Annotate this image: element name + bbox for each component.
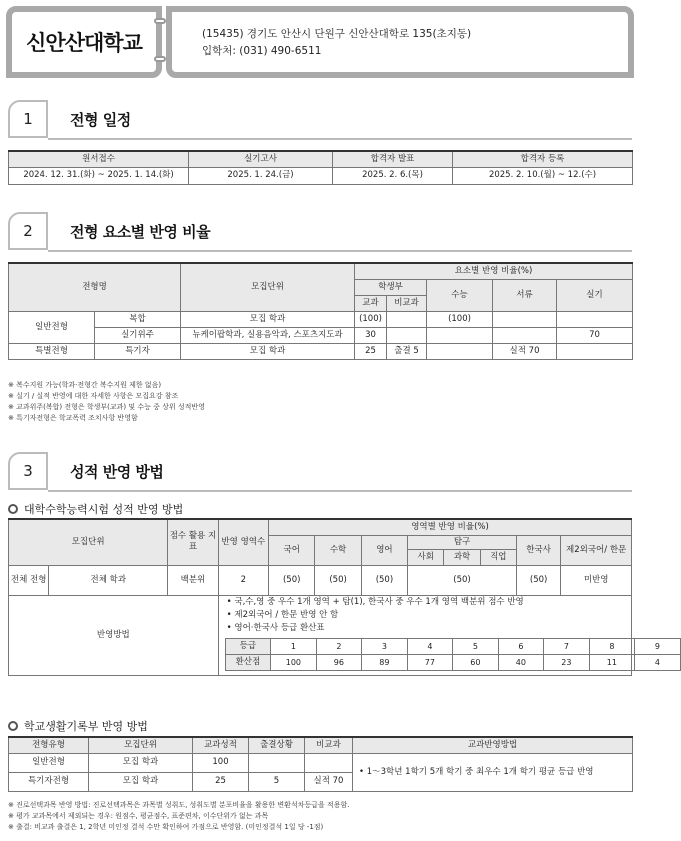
record-header: 출결상황 bbox=[249, 737, 305, 753]
method-bullet: • 영어·한국사 등급 환산표 bbox=[226, 622, 325, 633]
record-header: 전형유형 bbox=[9, 737, 89, 753]
record-method: • 1～3학년 1학기 5개 학기 중 최우수 1개 학기 평균 등급 반영 bbox=[353, 753, 633, 791]
csat-index: 백분위 bbox=[168, 565, 218, 595]
ratio-unit: 뉴케이팝학과, 실용음악과, 스포츠지도과 bbox=[181, 327, 355, 343]
ratio-sat bbox=[427, 343, 493, 359]
ratio-sat: (100) bbox=[427, 311, 493, 327]
section-title: 전형 요소별 반영 비율 bbox=[70, 223, 211, 241]
ratio-nonsubject: 출결 5 bbox=[387, 343, 427, 359]
header-science: 과학 bbox=[444, 549, 480, 565]
ratio-practical bbox=[557, 343, 633, 359]
section-number: 1 bbox=[8, 100, 48, 138]
header-practical: 실기 bbox=[557, 279, 633, 311]
header-sat: 수능 bbox=[427, 279, 493, 311]
record-header: 교과반영방법 bbox=[353, 737, 633, 753]
ratio-group: 일반전형 bbox=[9, 311, 95, 343]
note: ※ 특기자전형은 학교폭력 조치사항 반영함 bbox=[8, 414, 138, 422]
header-unit: 모집단위 bbox=[181, 263, 355, 311]
score: 11 bbox=[589, 654, 635, 670]
header-math: 수학 bbox=[315, 535, 361, 565]
section-score bbox=[8, 452, 632, 492]
schedule-header: 원서접수 bbox=[9, 151, 189, 167]
record-nonsubject: 실적 70 bbox=[305, 772, 353, 791]
score: 40 bbox=[498, 654, 544, 670]
ratio-subject: 25 bbox=[355, 343, 387, 359]
method-label: 반영방법 bbox=[9, 595, 219, 675]
school-logo-box bbox=[6, 6, 162, 78]
header-count: 반영 영역수 bbox=[218, 519, 268, 565]
csat-table bbox=[8, 518, 660, 676]
section-number: 2 bbox=[8, 212, 48, 250]
ratio-subject: 30 bbox=[355, 327, 387, 343]
csat-unit: 전체 학과 bbox=[49, 565, 168, 595]
score: 100 bbox=[271, 654, 317, 670]
ratio-type: 복합 bbox=[95, 311, 181, 327]
record-attend: 5 bbox=[249, 772, 305, 791]
record-unit: 모집 학과 bbox=[89, 753, 193, 772]
record-notes bbox=[8, 800, 349, 833]
record-unit: 모집 학과 bbox=[89, 772, 193, 791]
note: ※ 실기 / 실적 반영에 대한 자세한 사항은 모집요강 참조 bbox=[8, 392, 179, 400]
section-schedule bbox=[8, 100, 632, 140]
schedule-value: 2025. 2. 10.(월) ~ 12.(수) bbox=[453, 167, 633, 184]
header-ratio: 요소별 반영 비율(%) bbox=[355, 263, 633, 279]
header-area: 영역별 반영 비율(%) bbox=[269, 519, 632, 535]
ratio-docs bbox=[493, 327, 557, 343]
grade-conversion-table bbox=[225, 638, 681, 671]
method-bullet: • 제2외국어 / 한문 반영 안 함 bbox=[226, 609, 339, 620]
ratio-practical bbox=[557, 311, 633, 327]
header-nonsubject: 비교과 bbox=[387, 295, 427, 311]
header-unit: 모집단위 bbox=[9, 519, 168, 565]
header-job: 직업 bbox=[480, 549, 516, 565]
ratio-docs bbox=[493, 311, 557, 327]
csat-subtitle: 대학수학능력시험 성적 반영 방법 bbox=[24, 503, 184, 516]
header-docs: 서류 bbox=[493, 279, 557, 311]
phone: 입학처: (031) 490-6511 bbox=[202, 45, 322, 57]
csat-english: (50) bbox=[361, 565, 407, 595]
score: 4 bbox=[635, 654, 681, 670]
divider bbox=[48, 250, 632, 252]
ratio-subject: (100) bbox=[355, 311, 387, 327]
schedule-header: 합격자 발표 bbox=[333, 151, 453, 167]
note: ※ 평가 교과목에서 제외되는 경우: 원점수, 평균점수, 표준편차, 이수단위가 없는 과목 bbox=[8, 812, 269, 820]
csat-inquiry: (50) bbox=[408, 565, 517, 595]
grade: 4 bbox=[407, 638, 453, 654]
section-number: 3 bbox=[8, 452, 48, 490]
method-content bbox=[218, 595, 660, 675]
header-record: 학생부 bbox=[355, 279, 427, 295]
binder-ring-icon bbox=[154, 18, 166, 24]
score: 89 bbox=[362, 654, 408, 670]
csat-second-language: 미반영 bbox=[561, 565, 632, 595]
record-subtitle: 학교생활기록부 반영 방법 bbox=[24, 720, 148, 733]
ratio-nonsubject bbox=[387, 327, 427, 343]
note: ※ 교과위주(복합) 전형은 학생부(교과) 및 수능 중 상위 성적반영 bbox=[8, 403, 205, 411]
ratio-sat bbox=[427, 327, 493, 343]
grade: 3 bbox=[362, 638, 408, 654]
school-name: 신안산대학교 bbox=[26, 31, 142, 55]
ratio-notes bbox=[8, 380, 205, 424]
divider bbox=[48, 138, 632, 140]
schedule-value: 2025. 2. 6.(목) bbox=[333, 167, 453, 184]
record-subheading bbox=[8, 718, 148, 734]
section-ratio bbox=[8, 212, 632, 252]
ratio-unit: 모집 학과 bbox=[181, 311, 355, 327]
ratio-docs: 실적 70 bbox=[493, 343, 557, 359]
binder-ring-icon bbox=[154, 56, 166, 62]
header-index: 점수 활용 지표 bbox=[168, 519, 218, 565]
grade: 7 bbox=[544, 638, 590, 654]
schedule-value: 2024. 12. 31.(화) ~ 2025. 1. 14.(화) bbox=[9, 167, 189, 184]
ratio-table bbox=[8, 262, 633, 360]
record-type: 특기자전형 bbox=[9, 772, 89, 791]
record-type: 일반전형 bbox=[9, 753, 89, 772]
grade: 1 bbox=[271, 638, 317, 654]
grade-label: 등급 bbox=[225, 638, 271, 654]
contact-info bbox=[166, 6, 634, 78]
ratio-unit: 모집 학과 bbox=[181, 343, 355, 359]
score: 23 bbox=[544, 654, 590, 670]
ratio-group: 특별전형 bbox=[9, 343, 95, 359]
score: 60 bbox=[453, 654, 499, 670]
score: 96 bbox=[316, 654, 362, 670]
ratio-type: 실기위주 bbox=[95, 327, 181, 343]
ratio-type: 특기자 bbox=[95, 343, 181, 359]
method-bullet: • 국,수,영 중 우수 1개 영역 + 탐(1), 한국사 중 우수 1개 영역 백분위 점수 반영 bbox=[226, 596, 524, 607]
section-title: 성적 반영 방법 bbox=[70, 463, 164, 481]
record-header: 교과성적 bbox=[193, 737, 249, 753]
section-title: 전형 일정 bbox=[70, 111, 131, 129]
header-second-language: 제2외국어/ 한문 bbox=[561, 535, 632, 565]
record-table bbox=[8, 736, 633, 792]
grade: 5 bbox=[453, 638, 499, 654]
ratio-practical: 70 bbox=[557, 327, 633, 343]
score: 77 bbox=[407, 654, 453, 670]
schedule-value: 2025. 1. 24.(금) bbox=[189, 167, 333, 184]
header-inquiry: 탐구 bbox=[408, 535, 517, 549]
circle-bullet-icon bbox=[8, 721, 18, 731]
record-attend bbox=[249, 753, 305, 772]
grade: 2 bbox=[316, 638, 362, 654]
note: ※ 진로선택과목 반영 방법: 진로선택과목은 과목별 성취도, 성취도별 분포비율을 활용한 변환석차등급을 적용함. bbox=[8, 801, 350, 809]
divider bbox=[48, 490, 632, 492]
record-nonsubject bbox=[305, 753, 353, 772]
csat-math: (50) bbox=[315, 565, 361, 595]
score-label: 환산점 bbox=[225, 654, 271, 670]
record-header: 비교과 bbox=[305, 737, 353, 753]
schedule-header: 실기고사 bbox=[189, 151, 333, 167]
csat-history: (50) bbox=[516, 565, 560, 595]
csat-group: 전체 전형 bbox=[9, 565, 49, 595]
schedule-table bbox=[8, 150, 633, 185]
csat-count: 2 bbox=[218, 565, 268, 595]
schedule-header: 합격자 등록 bbox=[453, 151, 633, 167]
ratio-nonsubject bbox=[387, 311, 427, 327]
header-history: 한국사 bbox=[516, 535, 560, 565]
header-korean: 국어 bbox=[269, 535, 315, 565]
method-list bbox=[219, 596, 631, 635]
note: ※ 출결: 비교과 출결은 1, 2학년 미인정 결석 수만 확인하여 가점으로 반영함. (미인정결석 1일 당 -1점) bbox=[8, 823, 324, 831]
record-grade: 25 bbox=[193, 772, 249, 791]
circle-bullet-icon bbox=[8, 504, 18, 514]
header-subject: 교과 bbox=[355, 295, 387, 311]
header bbox=[6, 6, 634, 78]
record-header: 모집단위 bbox=[89, 737, 193, 753]
csat-subheading bbox=[8, 501, 183, 517]
grade: 8 bbox=[589, 638, 635, 654]
grade: 6 bbox=[498, 638, 544, 654]
header-type: 전형명 bbox=[9, 263, 181, 311]
header-social: 사회 bbox=[408, 549, 444, 565]
note: ※ 복수지원 가능(학과·전형간 복수지원 제한 없음) bbox=[8, 381, 162, 389]
csat-korean: (50) bbox=[269, 565, 315, 595]
grade: 9 bbox=[635, 638, 681, 654]
record-grade: 100 bbox=[193, 753, 249, 772]
address: (15435) 경기도 안산시 단원구 신안산대학로 135(초지동) bbox=[202, 28, 472, 40]
header-english: 영어 bbox=[361, 535, 407, 565]
